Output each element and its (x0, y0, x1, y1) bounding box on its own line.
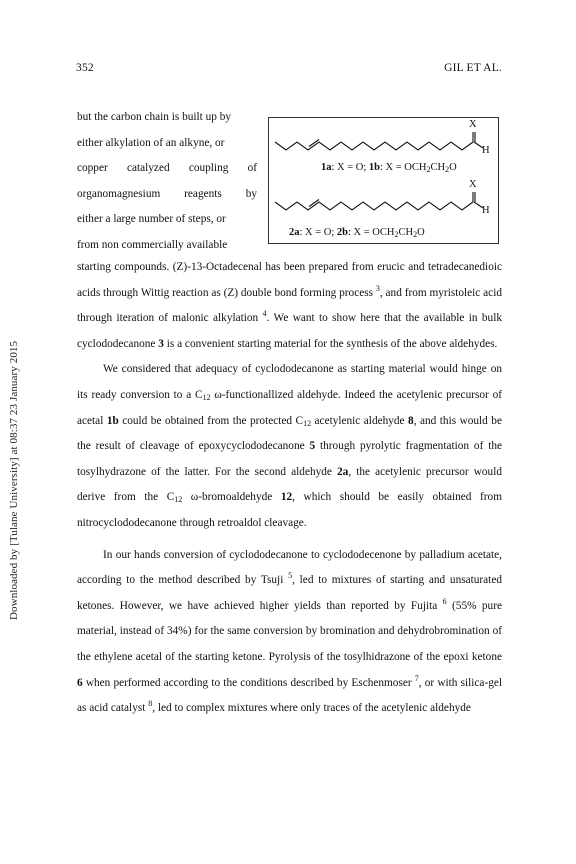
structure-1-chain (275, 132, 483, 150)
download-watermark (8, 220, 28, 620)
page-header (76, 62, 502, 74)
compound-number: 1b (106, 414, 119, 427)
reference-mark: 5 (288, 571, 293, 581)
structure-1-label: 1a: X = O; 1b: $X = OCH_2CH_2O$ (321, 162, 457, 174)
reference-mark: 3 (375, 283, 380, 293)
running-title: GIL ET AL. (444, 62, 502, 74)
compound-number: 8 (408, 414, 414, 427)
intro-line: either a large number of steps, or (77, 213, 226, 226)
intro-line: from non commercially available (77, 238, 228, 251)
intro-line: either alkylation of an alkyne, or (77, 136, 225, 149)
paragraph-3: In our hands conversion of cyclododecanone to cyclododecenone by palladium acetate, according to the method described by Tsuji $^5$, led to mixtures of starting and unsaturated ketones. However, we have achieved higher yields than reported by Fujita $^6$ (55% pure material, instead of 34%) for the same conversion by bromination and dehydrobromination of the ethylene acetal of the starting ketone. Pyrolysis of the tosylhidrazone of the epoxi ketone 6 when performed according to the conditions described by Eschenmoser $^7$, or with silica-gel as acid catalyst $^8$, led to complex mixtures where only traces of the acetylenic aldehyde (77, 548, 503, 715)
compound-number: 6 (77, 676, 83, 689)
compound-number: 12 (280, 491, 293, 504)
compound-number: 2a (337, 465, 349, 478)
atom-label-x: X (469, 179, 477, 190)
download-watermark-text: Downloaded by [Tulane University] at 08:37 23 January 2015 (8, 340, 20, 620)
paragraph-2: We considered that adequacy of cyclododecanone as starting material would hinge on its ready conversion to a $C_{12}$ ω-functionallized aldehyde. Indeed the acetylenic precursor of acetal 1b could be obtained from the protected $C_{12}$ acetylenic aldehyde 8, and this would be the result of cleavage of epoxycyclododecanone 5 through pyrolytic fragmentation of the tosylhydrazone of the latter. For the second aldehyde 2a, the acetylenic precursor would derive from the $C_{12}$ ω-bromoaldehyde 12, which should be easily obtained from nitrocyclododecanone through retroaldol cleavage. (77, 363, 502, 529)
structure-2-label: 2a: X = O; 2b: $X = OCH_2CH_2O$ (289, 227, 425, 239)
reference-mark: 7 (414, 673, 419, 683)
scheme-structures (269, 118, 498, 243)
atom-label-h: H (482, 145, 490, 156)
atom-label-h: H (482, 205, 490, 216)
chemical-scheme (268, 117, 499, 244)
reference-mark: 8 (148, 699, 153, 709)
compound-number: 3 (158, 337, 164, 350)
reference-mark: 6 (442, 596, 447, 606)
atom-label-x: X (469, 119, 477, 130)
intro-text-column (77, 105, 257, 259)
body-text (77, 255, 502, 722)
reference-mark: 4 (262, 309, 267, 319)
intro-line: organomagnesium reagents by (77, 187, 257, 200)
page-number: 352 (76, 62, 94, 74)
compound-number: 5 (309, 440, 316, 453)
intro-line: but the carbon chain is built up by (77, 111, 232, 123)
structure-2-chain (275, 192, 483, 210)
intro-line: copper catalyzed coupling of (77, 162, 257, 175)
paragraph-1: starting compounds. (Z)-13-Octadecenal has been prepared from erucic and tetradecanedioic acids through Wittig reaction as (Z) double bond forming process $^3$, and from myristoleic acid through iteration of malonic alkylation $^4$. We want to show here that the available in bulk cyclododecanone 3 is a convenient starting material for the synthesis of the above aldehydes. (77, 261, 502, 350)
